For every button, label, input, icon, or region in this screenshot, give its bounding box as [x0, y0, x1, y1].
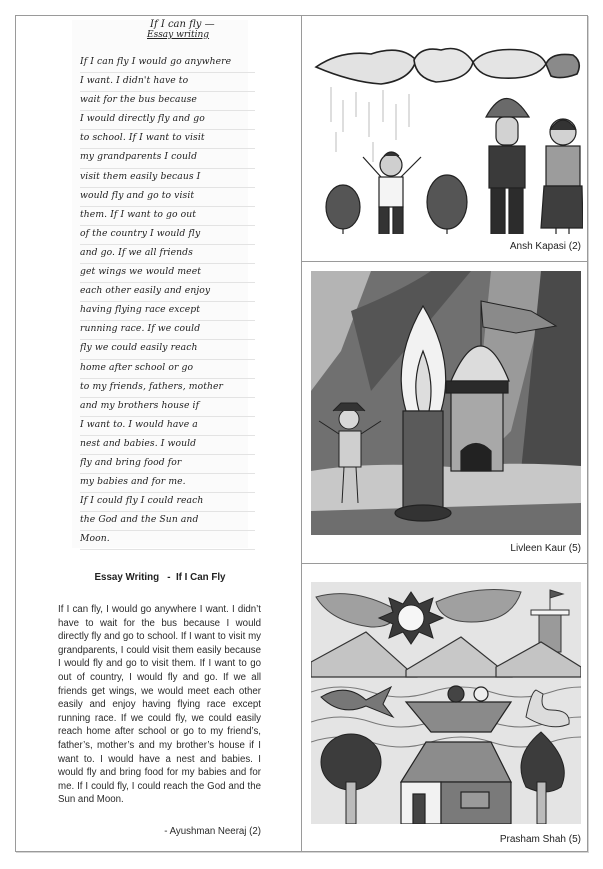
handwritten-line: get wings we would meet: [80, 264, 255, 283]
painting-candle-castle: [311, 271, 581, 535]
drawing-landscape-house: [311, 582, 581, 824]
handwritten-line: home after school or go: [80, 360, 255, 379]
handwritten-line: my babies and for me.: [80, 474, 255, 493]
handwritten-line: I want. I didn't have to: [80, 73, 255, 92]
handwritten-line: of the country I would fly: [80, 226, 255, 245]
handwritten-line: and go. If we all friends: [80, 245, 255, 264]
handwritten-title-line2: Essay writing: [147, 30, 210, 40]
handwritten-line: Moon.: [80, 531, 255, 550]
handwritten-line: each other easily and enjoy: [80, 283, 255, 302]
handwritten-line: fly and bring food for: [80, 455, 255, 474]
essay-body: If I can fly, I would go anywhere I want. I didn’t have to wait for the bus because I would directly fly and go to school. If I want to visit my grandparents, I could visit them easily because I would fly and go to visit them. If I want to go out of country, I would fly and go. If we all friends get wings, we would meet each other easily and enjoy having flying race except running race. If we could fly, we could easily reach home after school or go to my friend’s, father’s, mother’s and my brother’s house if I want to. I would have a nest and babies. I would fly and bring food for my babies and for me. If I could fly, I could reach the God and the Sun and Moon.: [58, 604, 261, 806]
handwritten-line: fly we could easily reach: [80, 340, 255, 359]
artwork-caption: Prasham Shah (5): [499, 834, 581, 845]
handwritten-title-line1: If I can fly —: [150, 19, 215, 30]
handwritten-line: running race. If we could: [80, 321, 255, 340]
handwritten-line: I would directly fly and go: [80, 111, 255, 130]
handwritten-line: I want to. I would have a: [80, 417, 255, 436]
essay-author: - Ayushman Neeraj (2): [164, 826, 261, 837]
handwritten-line: to school. If I want to visit: [80, 130, 255, 149]
row-divider: [301, 261, 588, 262]
handwritten-line: visit them easily becaus I: [80, 169, 255, 188]
handwritten-line: the God and the Sun and: [80, 512, 255, 531]
handwritten-line: would fly and go to visit: [80, 188, 255, 207]
handwritten-title: [147, 19, 250, 40]
artwork-caption: Livleen Kaur (5): [510, 543, 581, 554]
handwritten-line: to my friends, fathers, mother: [80, 379, 255, 398]
artwork-caption: Ansh Kapasi (2): [509, 241, 581, 252]
handwritten-line: wait for the bus because: [80, 92, 255, 111]
handwritten-line: If I could fly I could reach: [80, 493, 255, 512]
handwritten-line: If I can fly I would go anywhere: [80, 54, 255, 73]
handwritten-line: having flying race except: [80, 302, 255, 321]
handwritten-line: and my brothers house if: [80, 398, 255, 417]
clouds: [316, 49, 579, 85]
boy-figure: [363, 152, 421, 234]
essay-title: Essay Writing - If I Can Fly: [94, 572, 226, 583]
handwritten-lines: [80, 54, 255, 550]
column-divider: [301, 15, 302, 852]
row-divider: [301, 563, 588, 564]
girl-figure: [541, 119, 583, 234]
handwritten-line: them. If I want to go out: [80, 207, 255, 226]
drawing-rain-children: [311, 22, 583, 234]
handwritten-line: my grandparents I could: [80, 149, 255, 168]
rain: [331, 87, 409, 162]
handwritten-line: nest and babies. I would: [80, 436, 255, 455]
man-with-umbrella: [486, 99, 529, 235]
